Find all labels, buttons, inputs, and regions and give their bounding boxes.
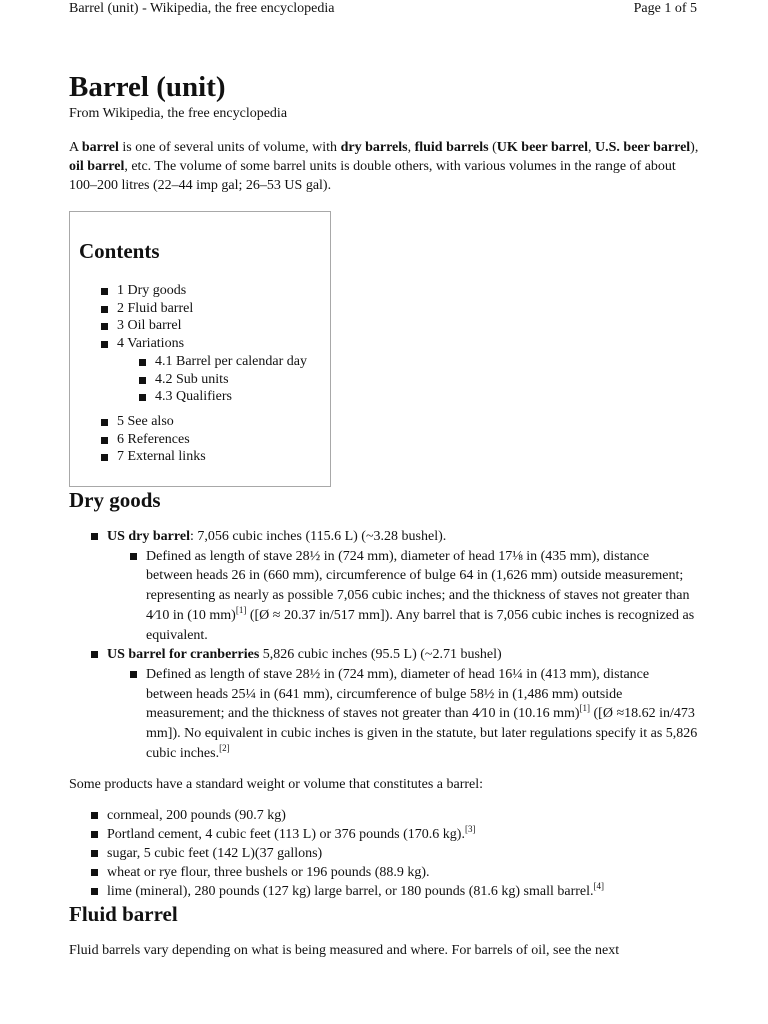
- reference-link[interactable]: [1]: [235, 604, 247, 615]
- list-item: lime (mineral), 280 pounds (127 kg) large barrel, or 180 pounds (81.6 kg) small barrel.[4]: [107, 882, 699, 901]
- section-heading-fluid-barrel: Fluid barrel: [69, 902, 178, 927]
- list-item: wheat or rye flour, three bushels or 196 pounds (88.9 kg).: [107, 863, 699, 882]
- toc-list: [79, 282, 330, 466]
- list-item: US barrel for cranberries 5,826 cubic inches (95.5 L) (~2.71 bushel) Defined as length of stave 28½ in (724 mm), diameter of head 16¼ in (413 mm), distance between heads 25¼ in (641 mm), circumference of bulge 58½ in (1,486 mm) outside measurement; and the thickness of staves not greater than 4⁄10 in (10.16 mm)[1] ([Ø ≈18.62 in/473 mm]). No equivalent in cubic inches is given in the statute, but later regulations specify it as 5,826 cubic inches.[2]: [107, 645, 699, 763]
- link-us-dry-barrel[interactable]: US dry barrel: [107, 529, 190, 544]
- products-intro: Some products have a standard weight or volume that constitutes a barrel:: [69, 777, 484, 793]
- toc-item-variations-label[interactable]: 4 Variations: [117, 336, 185, 352]
- table-of-contents: [69, 211, 331, 487]
- toc-heading: Contents: [79, 239, 160, 263]
- link-fluid-barrels[interactable]: fluid barrels: [414, 140, 489, 155]
- toc-subitem-sub-units[interactable]: 4.2 Sub units: [155, 371, 330, 389]
- link-us-beer-barrel[interactable]: U.S. beer barrel: [595, 140, 691, 155]
- list-item: sugar, 5 cubic feet (142 L)(37 gallons): [107, 844, 699, 863]
- page-number: Page 1 of 5: [633, 1, 697, 16]
- term-barrel: barrel: [81, 140, 119, 155]
- toc-sublist: [117, 353, 330, 406]
- running-header: [69, 0, 697, 18]
- toc-item-oil-barrel[interactable]: 3 Oil barrel: [117, 317, 330, 335]
- toc-subitem-barrel-per-calendar-day[interactable]: 4.1 Barrel per calendar day: [155, 353, 330, 371]
- toc-subitem-qualifiers[interactable]: 4.3 Qualifiers: [155, 388, 330, 406]
- reference-link[interactable]: [2]: [219, 742, 230, 753]
- article: [69, 70, 699, 960]
- reference-link[interactable]: [3]: [464, 824, 476, 835]
- link-us-barrel-cranberries[interactable]: US barrel for cranberries: [107, 647, 260, 663]
- products-list: [69, 806, 699, 901]
- link-dry-barrels[interactable]: dry barrels: [340, 140, 408, 155]
- toc-item-see-also[interactable]: 5 See also: [117, 413, 330, 431]
- link-uk-beer-barrel[interactable]: UK beer barrel: [496, 140, 589, 155]
- toc-item-fluid-barrel[interactable]: 2 Fluid barrel: [117, 300, 330, 318]
- article-source: From Wikipedia, the free encyclopedia: [69, 106, 288, 121]
- page-title: Barrel (unit): [69, 71, 226, 103]
- dry-barrel-list: [69, 527, 699, 763]
- fluid-barrel-paragraph: Fluid barrels vary depending on what is being measured and where. For barrels of oil, see the next: [69, 943, 620, 959]
- toc-item-references[interactable]: 6 References: [117, 431, 330, 449]
- list-item: cornmeal, 200 pounds (90.7 kg): [107, 806, 699, 825]
- toc-item-dry-goods[interactable]: 1 Dry goods: [117, 282, 330, 300]
- toc-item-variations[interactable]: [117, 335, 330, 406]
- sub-list: [107, 665, 699, 764]
- list-item: Portland cement, 4 cubic feet (113 L) or 376 pounds (170.6 kg).[3]: [107, 825, 699, 844]
- intro-paragraph: A barrel is one of several units of volume, with dry barrels, fluid barrels (UK beer barrel, U.S. beer barrel), oil barrel, etc. The volume of some barrel units is double others, with various volumes in the range of about 100–200 litres (22–44 imp gal; 26–53 US gal).: [69, 140, 699, 193]
- link-oil-barrel[interactable]: oil barrel: [69, 159, 125, 174]
- reference-link[interactable]: [4]: [593, 881, 605, 892]
- list-item: Defined as length of stave 28½ in (724 mm), diameter of head 17⅛ in (435 mm), distance between heads 26 in (660 mm), circumference of bulge 64 in (1,626 mm) outside measurement; representing as nearly as possible 7,056 cubic inches; and the thickness of staves not greater than 4⁄10 in (10 mm)[1] ([Ø ≈ 20.37 in/517 mm]). Any barrel that is 7,056 cubic inches is recognized as equivalent.: [146, 547, 699, 646]
- toc-item-external-links[interactable]: 7 External links: [117, 448, 330, 466]
- list-item: Defined as length of stave 28½ in (724 mm), diameter of head 16¼ in (413 mm), distance between heads 25¼ in (641 mm), circumference of bulge 58½ in (1,486 mm) outside measurement; and the thickness of staves not greater than 4⁄10 in (10.16 mm)[1] ([Ø ≈18.62 in/473 mm]). No equivalent in cubic inches is given in the statute, but later regulations specify it as 5,826 cubic inches.[2]: [146, 665, 699, 764]
- reference-link[interactable]: [1]: [579, 703, 591, 714]
- header-title: Barrel (unit) - Wikipedia, the free encyclopedia: [69, 1, 335, 16]
- sub-list: [107, 547, 699, 646]
- list-item: US dry barrel: 7,056 cubic inches (115.6 L) (~3.28 bushel). Defined as length of stave 28½ in (724 mm), diameter of head 17⅛ in (435 mm), distance between heads 26 in (660 mm), circumference of bulge 64 in (1,626 mm) outside measurement; representing as nearly as possible 7,056 cubic inches; and the thickness of staves not greater than 4⁄10 in (10 mm)[1] ([Ø ≈ 20.37 in/517 mm]). Any barrel that is 7,056 cubic inches is recognized as equivalent.: [107, 527, 699, 645]
- section-heading-dry-goods: Dry goods: [69, 488, 161, 512]
